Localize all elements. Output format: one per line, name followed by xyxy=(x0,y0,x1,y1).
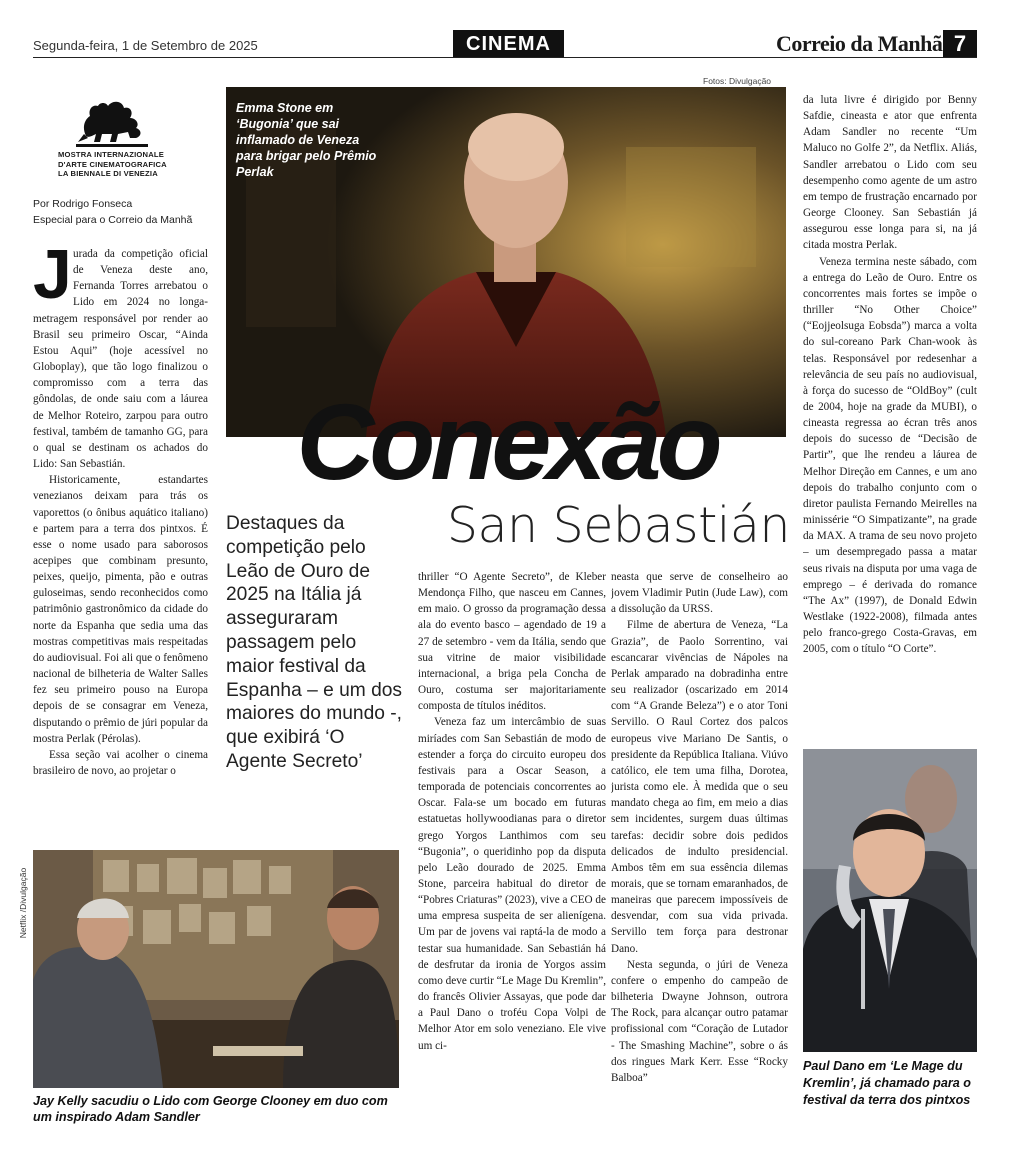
article-paragraph: Veneza faz um intercâmbio de suas miríades com San Sebastián de modo de estender a força do circuito europeu dos festivais para a Oscar Season, a temporada de potenciais concorrentes ao Oscar. Fala-se um bocado em futuras estatuetas hollywoodianas para o diretor grego Yorgos Lanthimos com seu “Bugonia”, o queridinho pop da disputa pelo Leão dourado de 2025. Emma Stone, parceira habitual do diretor de “Pobres Criaturas” (2023), vive a CEO de uma empresa suspeita de ser alienígena. Um par de jovens vai raptá-la de modo a testar sua humanidade. San Sebastián há de desfrutar da ironia de Yorgos assim como deve curtir “Le Mage Du Kremlin”, do francês Olivier Assayas, que pode dar a Paul Dano o troféu Copa Volpi de Melhor Ator em solo veneziano. Ele vive um ci- xyxy=(418,716,606,1052)
jay-kelly-photo xyxy=(33,850,399,1088)
festival-logo-text xyxy=(58,150,228,179)
article-paragraph: Historicamente, estandartes venezianos deixam para trás os vaporettos (o ônibus aquático italiano) e partem para a terra dos pintxos. É esse o nome usado para saborosos acepipes que combinam presunto, peixes, queijo, pimenta, pão e outras guloseimas, sendo reconhecidos como patrimônio gastronômico da cidade do norte da Espanha que sedia uma das mostras competitivas mais respeitadas do audiovisual. Foi ali que o fenômeno nacional de bilheteria de Walter Salles fez seu primeiro pouso na Europa depois de se consagrar em Veneza, disputando o prêmio de júri popular da mostra Perlak (Pérolas). xyxy=(33,474,208,745)
headline: Conexão xyxy=(296,381,718,502)
byline-author: Por Rodrigo Fonseca xyxy=(33,198,133,210)
byline-role: Especial para o Correio da Manhã xyxy=(33,214,193,226)
paul-dano-photo xyxy=(803,749,977,1052)
jay-kelly-photo-art xyxy=(33,850,399,1088)
article-paragraph: Veneza termina neste sábado, com a entrega do Leão de Ouro. Entre os concorrentes mais fortes se impõe o thriller “No Other Choice” (“Eojjeolsuga Eobsda”) marca a volta do sul-coreano Park Chan-wook às telas. Responsável por redesenhar a relevância de seu país no audiovisual, à força do sucesso de “OldBoy” (cult de 2004, hoje na grade da MUBI), o cineasta regressa ao écran três anos depois do sucesso de “Decisão de Partir”, que lhe rendeu a láurea de Melhor Direção em Cannes, e um ano depois do trabalho conjunto com o diretor paulista Fernando Meirelles na minissérie “O Simpatizante”, na grade da MAX. A trama de seu novo projeto – um desempregado passa a matar seus rivais na disputa por uma vaga de emprego – é derivada do romance “The Ax” (1997), de Donald Edwin Westlake (1922-2008), filmada antes pelo franco-grego Costa-Gravas, em 2005, com o título “O Corte”. xyxy=(803,255,977,656)
drop-cap: J xyxy=(33,246,72,313)
logo-line: D'ARTE CINEMATOGRAFICA xyxy=(58,159,167,169)
article-paragraph: Filme de abertura de Veneza, “La Grazia”, de Paolo Sorrentino, vai escancarar vivências de Nápoles na Perlak amparado na dobradinha entre seu realizador (oscarizado em 2014 com “A Grande Beleza”) e o ator Toni Servillo. O Raul Cortez dos palcos europeus vive Mariano De Santis, o presidente da República Italiana. Viúvo católico, ele tem uma filha, Dorotea, jurista como ele. À medida que o seu mandato chega ao fim, em meio a dias sem incidentes, surgem duas últimas tarefas: decidir sobre dois pedidos delicados de indulto presidencial. Ambos têm em sua essência dilemas morais, que se tornam emaranhados, de maneiras que parecem impossíveis de desvendar, com sua vida privada. Servillo tem força para destronar Dano. xyxy=(611,619,788,955)
header-rule xyxy=(33,57,977,58)
article-paragraph: neasta que serve de conselheiro ao jovem Vladimir Putin (Jude Law), com a dissolução da URSS. xyxy=(611,571,788,616)
article-paragraph: da luta livre é dirigido por Benny Safdie, cineasta e ator que enfrenta Adam Sandler no recente “Um Maluco no Golfe 2”, da Netflix. Aliás, Sandler arrebatou o Lido com seu desempenho como agente de um astro em tempo de frustração encarnado por George Clooney. San Sebastián já assegurou esse longa para si, na já citada mostra Perlak. xyxy=(803,94,977,252)
netflix-credit-text: Netflix /Divulgação xyxy=(18,867,28,939)
article-column-5 xyxy=(803,92,977,742)
netflix-photo-credit xyxy=(14,852,32,962)
photo-credit: Fotos: Divulgação xyxy=(703,76,772,86)
page-number: 7 xyxy=(943,30,977,58)
standfirst: Destaques da competição pelo Leão de Ouro de 2025 na Itália já asseguraram passagem pelo maior festival da Espanha – e um dos maiores do mundo -, que exibirá ‘O Agente Secreto’ xyxy=(226,513,403,772)
article-column-3 xyxy=(418,569,606,1125)
article-column-1 xyxy=(33,246,208,838)
paul-dano-caption: Paul Dano em ‘Le Mage du Kremlin’, já chamado para o festival da terra dos pintxos xyxy=(803,1059,971,1107)
paul-dano-photo-art xyxy=(803,749,977,1052)
jay-kelly-caption: Jay Kelly sacudiu o Lido com George Clooney em duo com um inspirado Adam Sandler xyxy=(33,1094,388,1124)
section-label: CINEMA xyxy=(453,30,564,58)
article-column-4 xyxy=(611,569,788,1125)
article-paragraph: thriller “O Agente Secreto”, de Kleber Mendonça Filho, que nasceu em Cannes, em maio. O grosso da programação dessa ala do evento basco – agendado de 19 a 27 de setembro - vem da Itália, sendo que sua vitrine de maior visibilidade internacional, a briga pela Concha de Ouro, costuma ser majoritariamente composta de títulos inéditos. xyxy=(418,571,606,713)
winged-lion-logo xyxy=(72,98,152,150)
article-paragraph: urada da competição oficial de Veneza deste ano, Fernanda Torres arrebatou o Lido em 2024 no longa-metragem responsável por render ao Brasil seu primeiro Oscar, “Ainda Estou Aqui” (hoje acessível no Globoplay), que tão logo finalizou o compromisso com a terra das gôndolas, de onde saiu com a láurea de Melhor Roteiro, zarpou para outro festival, também de tamanho GG, para o qual se destinam os achados do Lido: San Sebastián. xyxy=(33,248,208,471)
logo-line: MOSTRA INTERNAZIONALE xyxy=(58,150,165,159)
logo-line: LA BIENNALE DI VENEZIA xyxy=(58,169,158,178)
main-photo-caption: Emma Stone em ‘Bugonia’ que sai inflamado de Veneza para brigar pelo Prêmio Perlak xyxy=(236,101,377,179)
newspaper-name: Correio da Manhã xyxy=(776,31,943,56)
byline xyxy=(33,196,192,228)
issue-date: Segunda-feira, 1 de Setembro de 2025 xyxy=(33,38,258,53)
headline-sub: San Sebastián xyxy=(446,497,790,554)
article-paragraph: Essa seção vai acolher o cinema brasileiro de novo, ao projetar o xyxy=(33,748,208,777)
article-paragraph: Nesta segunda, o júri de Veneza confere o empenho do campeão de bilheteria Dwayne Johnson, outrora The Rock, para alcançar outro patamar profissional com “Coração de Lutador - The Smashing Machine”, sobre o ás dos ringues Mark Kerr. Esse “Rocky Balboa” xyxy=(611,958,788,1084)
